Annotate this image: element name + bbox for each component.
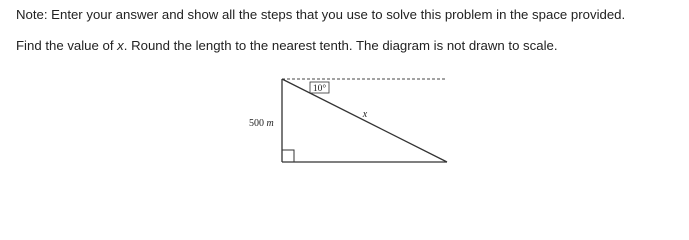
angle-label: 10° [312, 84, 327, 94]
note-text: Note: Enter your answer and show all the steps that you use to solve this problem in the space provided. [16, 7, 626, 22]
side-length-value: 500 [249, 118, 264, 129]
task-variable: x [117, 38, 124, 53]
right-angle-marker [282, 150, 294, 162]
task-text-part2: . Round the length to the nearest tenth. The diagram is not drawn to scale. [123, 38, 558, 53]
side-length-unit: m [266, 118, 274, 129]
triangle-hypotenuse [282, 79, 447, 162]
side-length-label [249, 118, 274, 129]
task-text-part1: Find the value of [16, 38, 118, 53]
hypotenuse-label: x [362, 109, 368, 120]
